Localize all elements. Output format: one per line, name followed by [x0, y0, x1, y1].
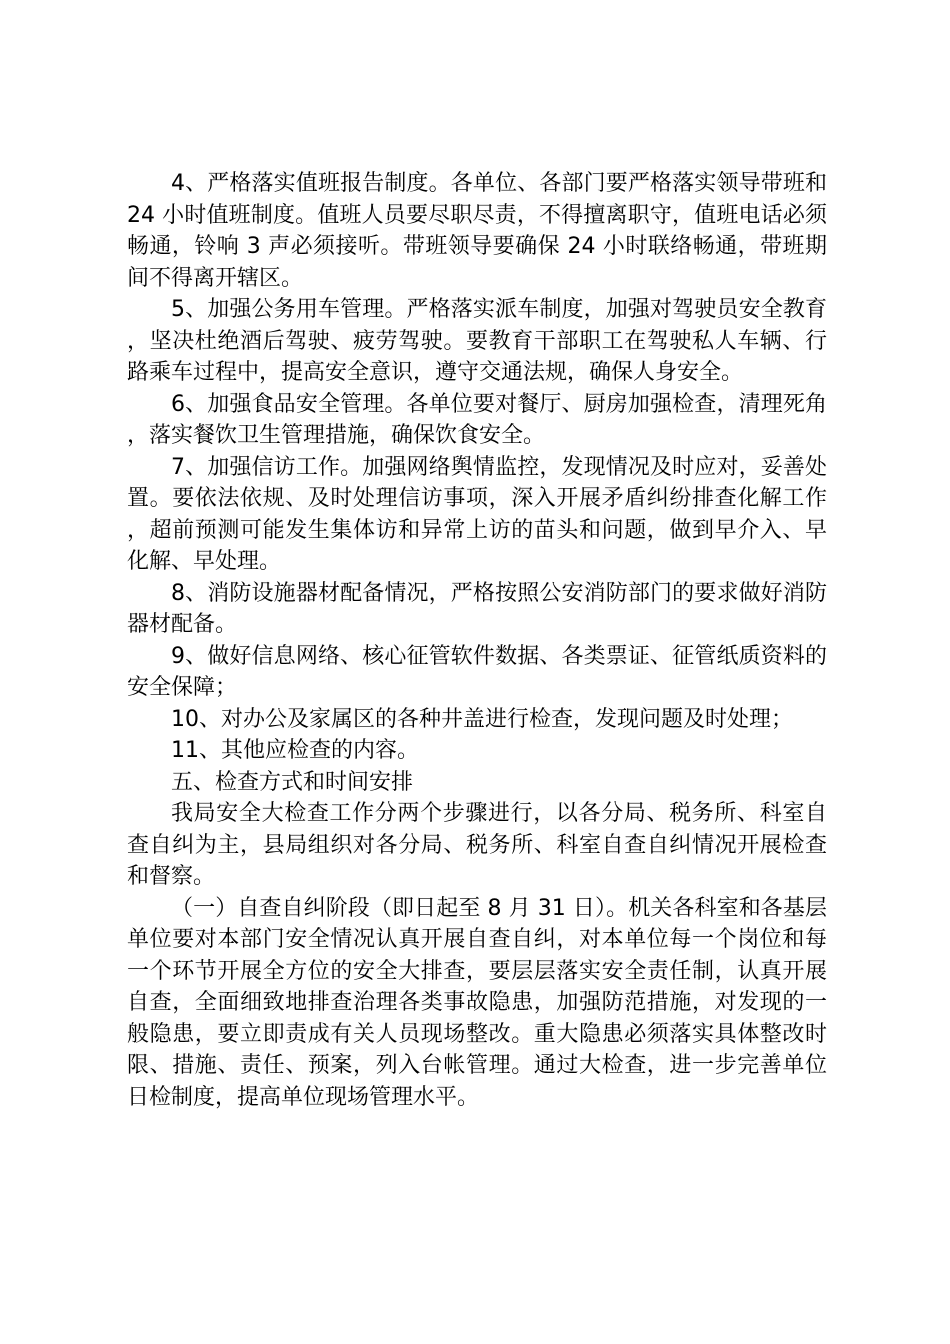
- paragraph-item-5: 5、加强公务用车管理。严格落实派车制度，加强对驾驶员安全教育，坚决杜绝酒后驾驶、疲劳驾驶。要教育干部职工在驾驶私人车辆、行路乘车过程中，提高安全意识，遵守交通法规，确保人身安全。: [127, 297, 827, 385]
- document-body: [127, 168, 827, 1113]
- paragraph-item-6: 6、加强食品安全管理。各单位要对餐厅、厨房加强检查，清理死角，落实餐饮卫生管理措施，确保饮食安全。: [127, 391, 827, 448]
- paragraph-item-4: 4、严格落实值班报告制度。各单位、各部门要严格落实领导带班和 24 小时值班制度。值班人员要尽职尽责，不得擅离职守，值班电话必须畅通，铃响 3 声必须接听。带班领导要确保 24 小时联络畅通，带班期间不得离开辖区。: [127, 171, 827, 291]
- paragraph-item-8: 8、消防设施器材配备情况，严格按照公安消防部门的要求做好消防器材配备。: [127, 580, 827, 637]
- paragraph-stage-one: （一）自查自纠阶段（即日起至 8 月 31 日）。机关各科室和各基层单位要对本部门安全情况认真开展自查自纠，对本单位每一个岗位和每一个环节开展全方位的安全大排查，要层层落实安全责任制，认真开展自查，全面细致地排查治理各类事故隐患，加强防范措施，对发现的一般隐患，要立即责成有关人员现场整改。重大隐患必须落实具体整改时限、措施、责任、预案，列入台帐管理。通过大检查，进一步完善单位日检制度，提高单位现场管理水平。: [127, 895, 827, 1110]
- section-heading-five: 五、检查方式和时间安排: [171, 769, 414, 795]
- paragraph-overview: 我局安全大检查工作分两个步骤进行，以各分局、税务所、科室自查自纠为主，县局组织对各分局、税务所、科室自查自纠情况开展检查和督察。: [127, 801, 827, 889]
- paragraph-item-11: 11、其他应检查的内容。: [171, 738, 419, 763]
- paragraph-item-9: 9、做好信息网络、核心征管软件数据、各类票证、征管纸质资料的安全保障；: [127, 643, 827, 700]
- paragraph-item-7: 7、加强信访工作。加强网络舆情监控，发现情况及时应对，妥善处置。要依法依规、及时处理信访事项，深入开展矛盾纠纷排查化解工作，超前预测可能发生集体访和异常上访的苗头和问题，做到早介入、早化解、早处理。: [127, 454, 827, 574]
- paragraph-item-10: 10、对办公及家属区的各种井盖进行检查，发现问题及时处理；: [171, 706, 793, 732]
